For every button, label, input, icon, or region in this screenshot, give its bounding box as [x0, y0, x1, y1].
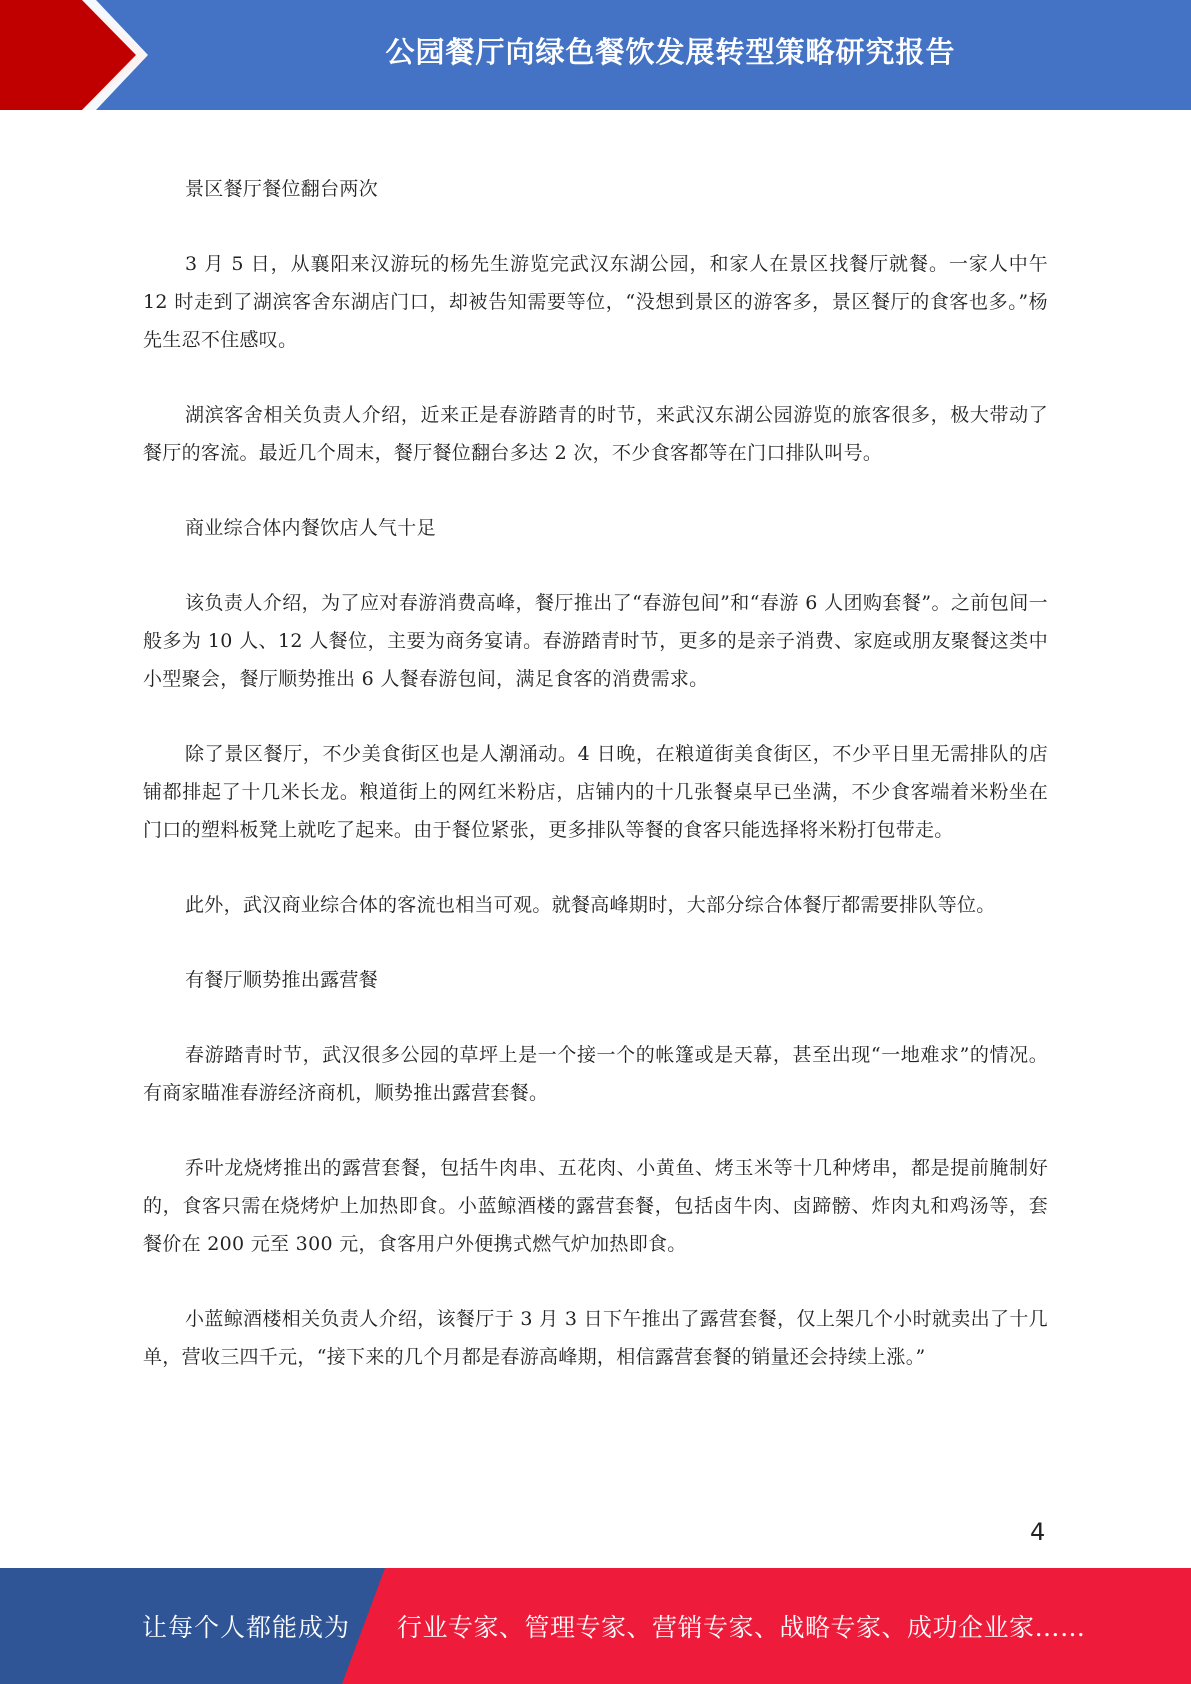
- body-paragraph: 该负责人介绍，为了应对春游消费高峰，餐厅推出了“春游包间”和“春游 6 人团购套餐”。之前包间一般多为 10 人、12 人餐位，主要为商务宴请。春游踏青时节，更多的是亲子消费、家庭或朋友聚餐这类中小型聚会，餐厅顺势推出 6 人餐春游包间，满足食客的消费需求。: [143, 592, 1048, 690]
- section-heading: 有餐厅顺势推出露营餐: [185, 969, 379, 991]
- page-footer: [0, 1568, 1191, 1684]
- section-heading: 景区餐厅餐位翻台两次: [185, 178, 379, 200]
- page-header: [0, 0, 1191, 110]
- header-chevron-icon: [0, 0, 160, 110]
- article-body: [143, 170, 1048, 1413]
- section-heading: 商业综合体内餐饮店人气十足: [185, 517, 436, 539]
- body-paragraph: 春游踏青时节，武汉很多公园的草坪上是一个接一个的帐篷或是天幕，甚至出现“一地难求”的情况。有商家瞄准春游经济商机，顺势推出露营套餐。: [143, 1044, 1048, 1104]
- page-number: 4: [1030, 1518, 1046, 1546]
- body-paragraph: 此外，武汉商业综合体的客流也相当可观。就餐高峰期时，大部分综合体餐厅都需要排队等位。: [185, 894, 996, 916]
- footer-slogan-right: 行业专家、管理专家、营销专家、战略专家、成功企业家……: [397, 1613, 1086, 1642]
- footer-slogan-left: 让每个人都能成为: [142, 1613, 351, 1642]
- report-title: 公园餐厅向绿色餐饮发展转型策略研究报告: [385, 34, 956, 69]
- body-paragraph: 湖滨客舍相关负责人介绍，近来正是春游踏青的时节，来武汉东湖公园游览的旅客很多，极大带动了餐厅的客流。最近几个周末，餐厅餐位翻台多达 2 次，不少食客都等在门口排队叫号。: [143, 404, 1048, 464]
- body-paragraph: 除了景区餐厅，不少美食街区也是人潮涌动。4 日晚，在粮道街美食街区，不少平日里无需排队的店铺都排起了十几米长龙。粮道街上的网红米粉店，店铺内的十几张餐桌早已坐满，不少食客端着米粉坐在门口的塑料板凳上就吃了起来。由于餐位紧张，更多排队等餐的食客只能选择将米粉打包带走。: [143, 743, 1048, 841]
- body-paragraph: 小蓝鲸酒楼相关负责人介绍，该餐厅于 3 月 3 日下午推出了露营套餐，仅上架几个小时就卖出了十几单，营收三四千元，“接下来的几个月都是春游高峰期，相信露营套餐的销量还会持续上涨。”: [143, 1308, 1048, 1368]
- body-paragraph: 3 月 5 日，从襄阳来汉游玩的杨先生游览完武汉东湖公园，和家人在景区找餐厅就餐。一家人中午 12 时走到了湖滨客舍东湖店门口，却被告知需要等位，“没想到景区的游客多，景区餐厅的食客也多。”杨先生忍不住感叹。: [143, 253, 1048, 351]
- body-paragraph: 乔叶龙烧烤推出的露营套餐，包括牛肉串、五花肉、小黄鱼、烤玉米等十几种烤串，都是提前腌制好的，食客只需在烧烤炉上加热即食。小蓝鲸酒楼的露营套餐，包括卤牛肉、卤蹄髈、炸肉丸和鸡汤等，套餐价在 200 元至 300 元，食客用户外便携式燃气炉加热即食。: [143, 1157, 1048, 1255]
